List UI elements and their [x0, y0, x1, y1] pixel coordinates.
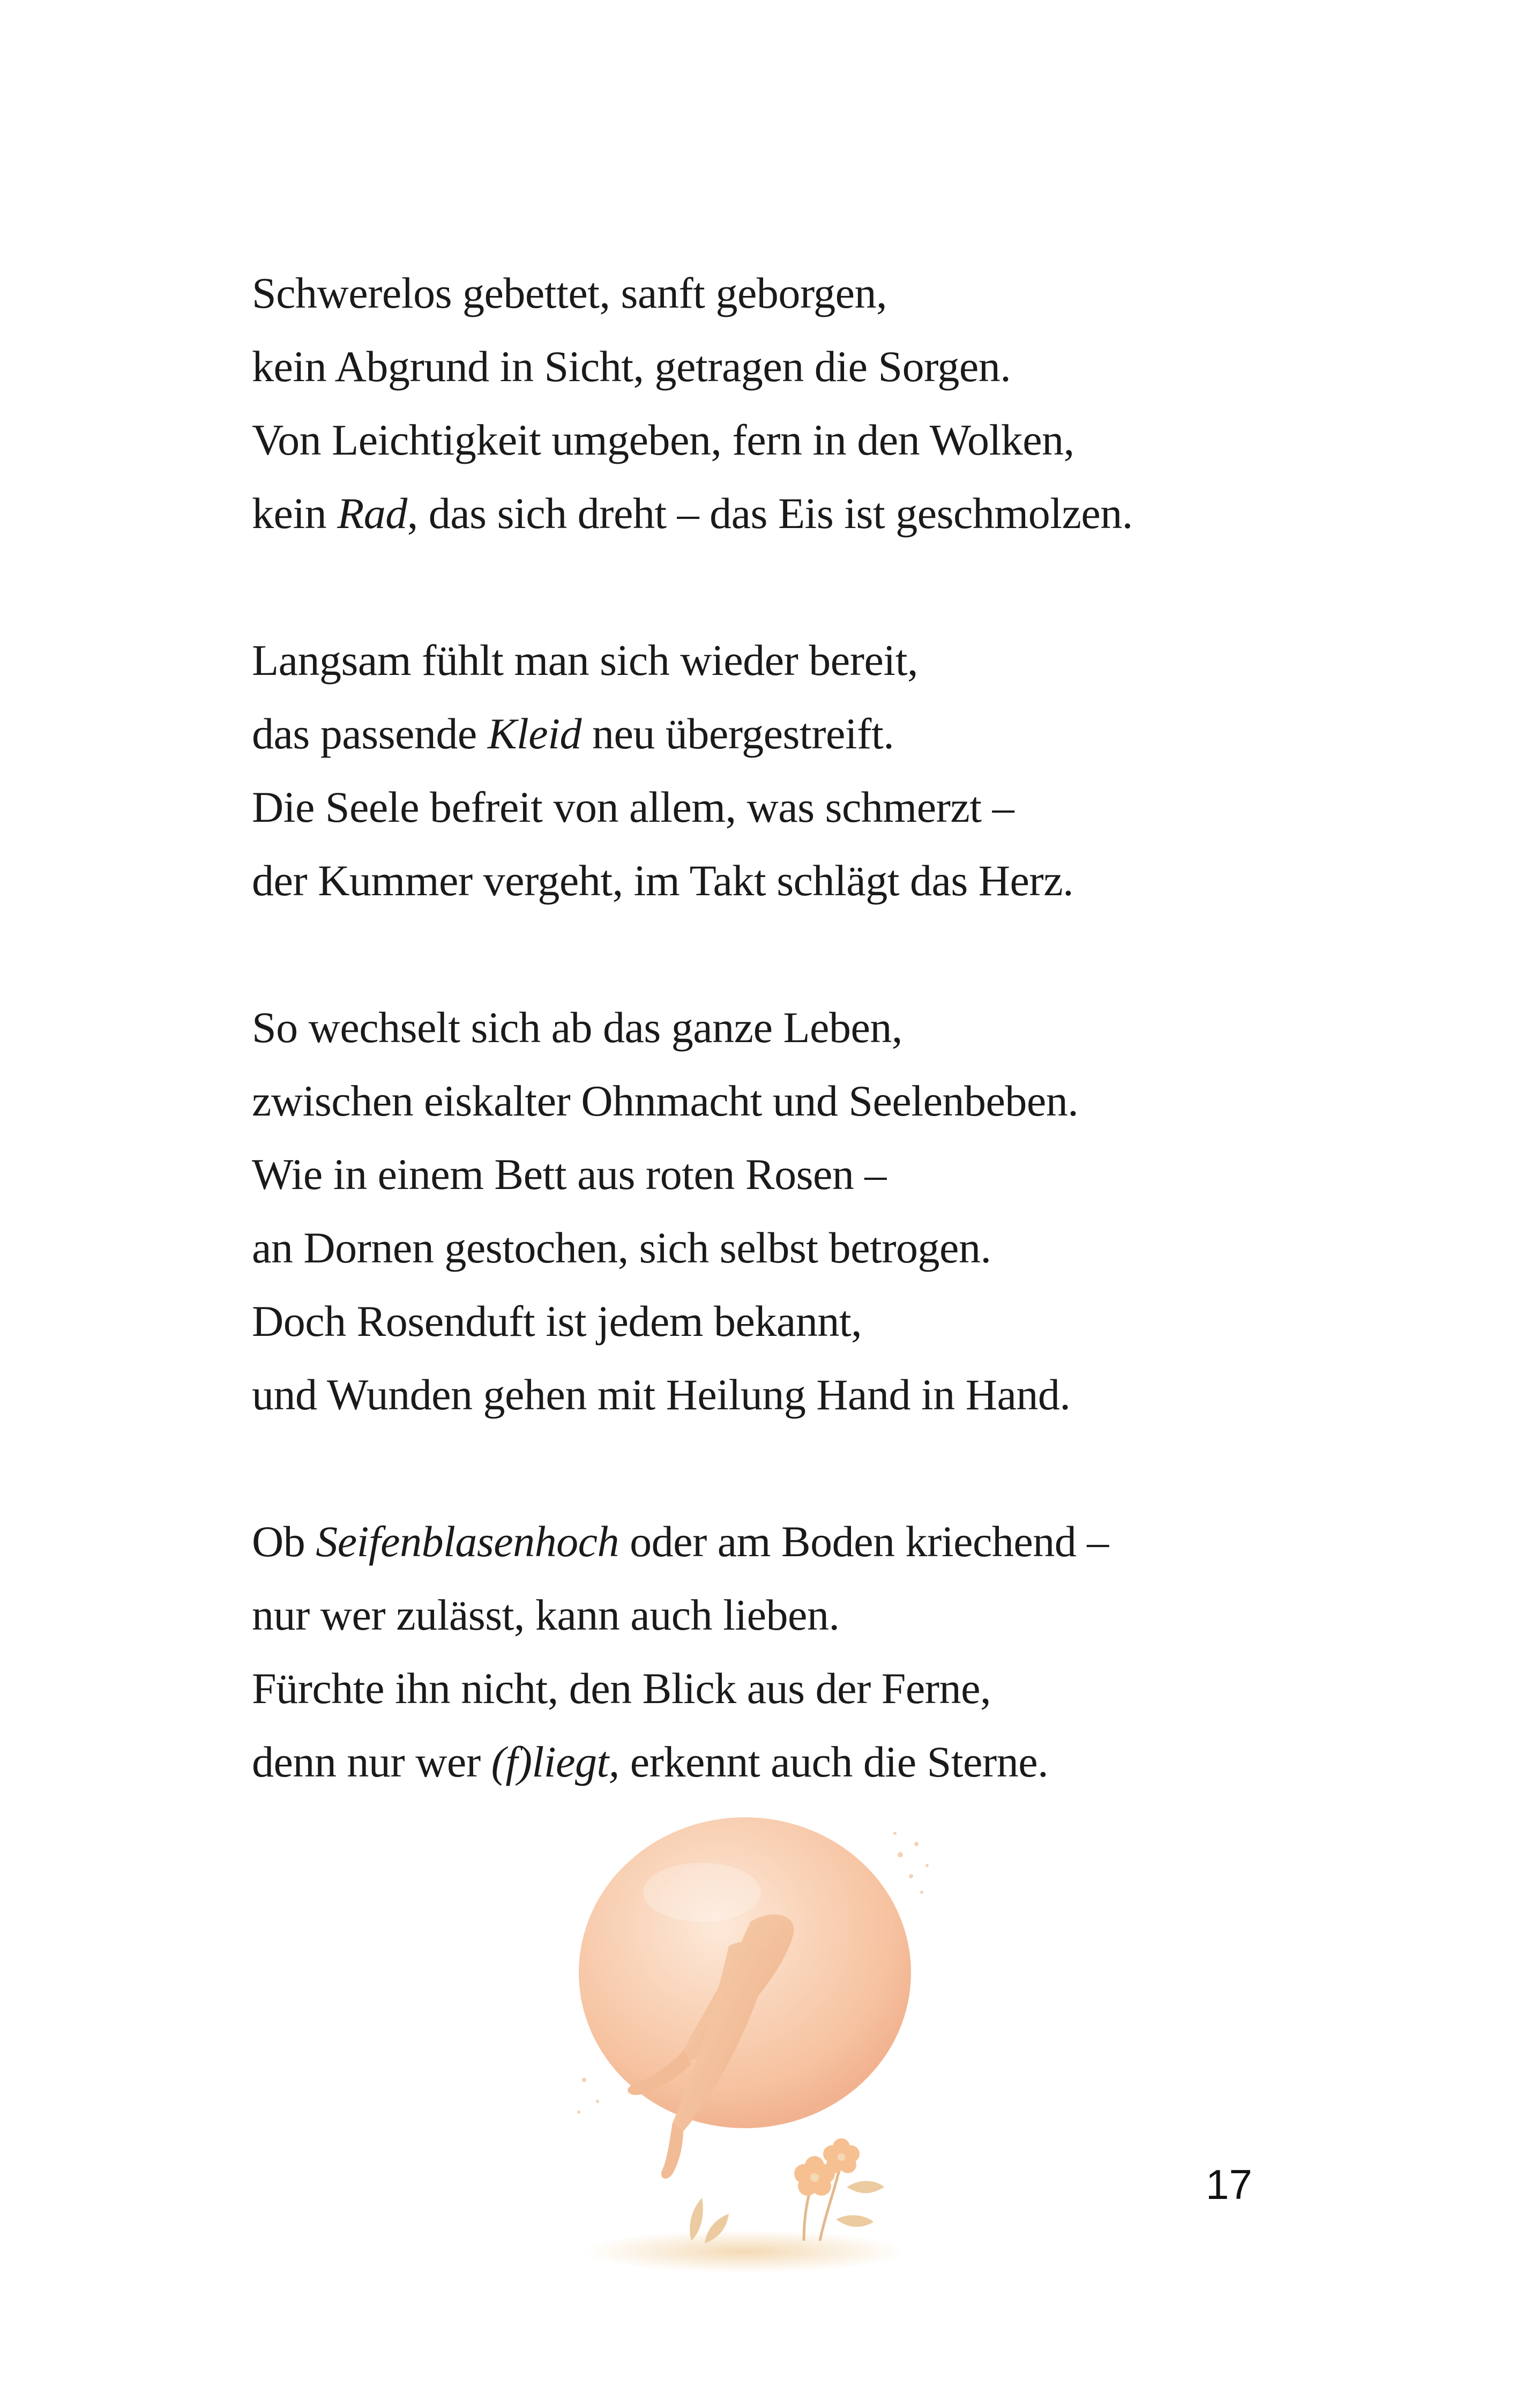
line-text: Wie in einem Bett aus roten Rosen – [252, 1150, 886, 1199]
poem-line [252, 330, 1377, 403]
poem-line [252, 1358, 1377, 1431]
poem-line [252, 1138, 1377, 1211]
stanza [252, 1505, 1377, 1798]
line-text: kein Abgrund in Sicht, getragen die Sorgen. [252, 342, 1011, 391]
line-text: neu übergestreift. [581, 709, 894, 758]
line-text: Von Leichtigkeit umgeben, fern in den Wolken, [252, 415, 1074, 464]
line-text: oder am Boden kriechend – [619, 1517, 1109, 1566]
poem-line [252, 844, 1377, 917]
poem [252, 256, 1377, 1872]
line-text: erkennt auch die Sterne. [619, 1737, 1049, 1786]
line-text: kein [252, 489, 338, 538]
line-text: denn nur wer [252, 1737, 491, 1786]
line-text: So wechselt sich ab das ganze Leben, [252, 1003, 902, 1052]
poem-line [252, 256, 1377, 330]
poem-line [252, 1725, 1377, 1798]
italic-text: Seifenblasenhoch [316, 1517, 619, 1566]
page-number: 17 [1206, 2161, 1252, 2208]
line-text: und Wunden gehen mit Heilung Hand in Hand. [252, 1370, 1071, 1419]
poem-line [252, 1064, 1377, 1138]
stanza [252, 623, 1377, 917]
poem-line [252, 1284, 1377, 1358]
line-text: Schwerelos gebettet, sanft geborgen, [252, 269, 887, 317]
line-text: nur wer zulässt, kann auch lieben. [252, 1591, 840, 1639]
line-text: der Kummer vergeht, im Takt schlägt das Herz. [252, 856, 1074, 905]
bubble-legs-icon [568, 1812, 954, 2284]
poem-line [252, 623, 1377, 697]
poem-line [252, 1211, 1377, 1284]
line-text: Die Seele befreit von allem, was schmerzt – [252, 783, 1014, 831]
line-text: , das sich dreht – das Eis ist geschmolzen. [407, 489, 1133, 538]
poem-line [252, 697, 1377, 770]
line-text: das passende [252, 709, 488, 758]
line-text: Fürchte ihn nicht, den Blick aus der Ferne, [252, 1664, 991, 1713]
poem-line [252, 1652, 1377, 1725]
line-text: Ob [252, 1517, 316, 1566]
line-text: Doch Rosenduft ist jedem bekannt, [252, 1297, 862, 1346]
poem-line [252, 403, 1377, 477]
poem-line [252, 477, 1377, 550]
italic-text: (f)liegt, [491, 1737, 619, 1786]
stanza [252, 256, 1377, 550]
italic-text: Kleid [487, 709, 581, 758]
soap-bubble-illustration [568, 1812, 954, 2284]
poem-line [252, 1505, 1377, 1578]
poem-line [252, 991, 1377, 1064]
line-text: zwischen eiskalter Ohnmacht und Seelenbeben. [252, 1076, 1079, 1125]
line-text: Langsam fühlt man sich wieder bereit, [252, 636, 918, 685]
poem-line [252, 770, 1377, 844]
poem-line [252, 1578, 1377, 1652]
stanza [252, 991, 1377, 1431]
line-text: an Dornen gestochen, sich selbst betrogen. [252, 1223, 991, 1272]
italic-text: Rad [337, 489, 407, 538]
